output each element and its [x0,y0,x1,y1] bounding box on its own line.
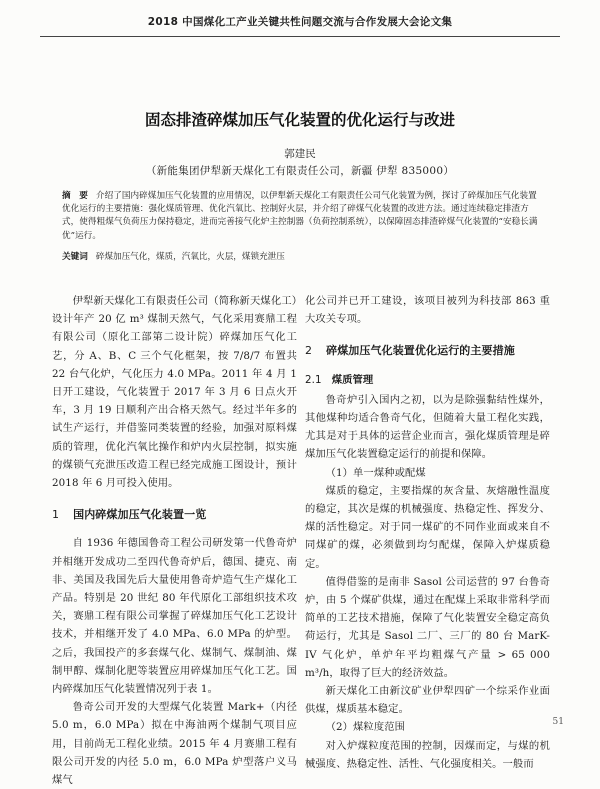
section-2-number: 2 [305,344,313,358]
list-heading: （1）单一煤种或配煤 [325,466,426,479]
running-header: 2018 中国煤化工产业关键共性问题交流与合作发展大会论文集 [147,16,453,28]
section-1-heading [52,506,297,524]
page-number: 51 [552,717,564,727]
abstract-text: 介绍了国内碎煤加压气化装置的应用情况，以伊犁新天煤化工有限责任公司气化装置为例，探讨了碎煤加压气化装置优化运行的主要措施：强化煤质管理、优化汽氧比、控制好火层，并介绍了碎煤气化装置的改进方法。通过连续稳定排渣方式，使得粗煤气负荷压力保持稳定，进而完善接气化炉主控制器（负荷控制系统），以保障固态排渣碎煤气化装置的“安稳长满优”运行。 [62,191,538,241]
affiliation: （新能集团伊犁新天煤化工有限责任公司，新疆 伊犁 835000） [145,165,455,177]
subsection-2-1-heading [305,371,550,389]
abstract-label: 摘 要 [62,191,88,201]
paragraph: 新天煤化工由新汶矿业伊犁四矿一个综采作业面供煤，煤质基本稳定。 [305,685,550,716]
paragraph: 自 1936 年德国鲁奇工程公司研发第一代鲁奇炉并相继开发成功二至四代鲁奇炉后，德国、捷克、南非、美国及我国先后大量使用鲁奇炉造气生产煤化工产品。特别是 20 世纪 80 年代原化工部组织技术攻关，赛鼎工程有限公司掌握了碎煤加压气化工艺设计技术，并相继开发了 4.0 MPa、6.0 MPa 的炉型。之后，我国投产的多套煤气化、煤制气、煤制油、煤制甲醇、煤制化肥等装置应用碎煤加压气化工艺。国内碎煤加压气化装置情况列于表 1。 [52,537,297,696]
intro-paragraph: 伊犁新天煤化工有限责任公司（简称新天煤化工）设计年产 20 亿 m³ 煤制天然气，气化采用赛鼎工程有限公司（原化工部第二设计院）碎煤加压气化工艺，分 A、B、C 三个气化框架，按 7/8/7 布置共 22 台气化炉，气化压力 4.0 MPa。2011 年 4 月 1 日开工建设，气化装置于 2017 年 3 月 6 日点火开车，3 月 19 日顺利产出合格天然气。经过半年多的试生产运行，并借鉴同类装置的经验，加强对原料煤质的管理，优化汽氧比操作和炉内火层控制，拟实施的煤锁气充泄压改造工程已经完成施工图设计，预计 2018 年 6 月可投入使用。 [52,295,297,490]
section-2-title: 碎煤加压气化装置优化运行的主要措施 [326,344,515,358]
left-column [52,292,297,789]
subsection-2-1-number: 2.1 [305,373,322,386]
keywords [62,251,538,264]
paragraph: 对入炉煤粒度范围的控制，因煤而定，与煤的机械强度、热稳定性、活性、气化强度相关。一般而 [305,739,550,770]
keywords-label: 关键词 [62,252,88,262]
author: 郭建民 [284,148,316,160]
paragraph: 化公司并已开工建设，该项目被列为科技部 863 重大攻关专项。 [305,295,550,326]
section-2-heading [305,342,550,360]
list-heading: （2）煤粒度范围 [325,721,406,734]
section-1-number: 1 [52,508,60,522]
abstract [62,190,538,243]
right-column [305,292,550,773]
keywords-text: 碎煤加压气化，煤质，汽氧比，火层，煤锁充泄压 [95,252,285,262]
paragraph: 煤质的稳定，主要指煤的灰含量、灰熔融性温度的稳定，其次是煤的机械强度、热稳定性、挥发分、煤的活性稳定。对于同一煤矿的不同作业面或来自不同煤矿的煤，必须做到均匀配煤，保障入炉煤质稳定。 [305,484,550,570]
subsection-2-1-title: 煤质管理 [331,373,374,386]
paragraph: 鲁奇炉引入国内之初，以为是除强黏结性煤外，其他煤种均适合鲁奇气化，但随着大量工程化实践，尤其是对于具体的运营企业而言，强化煤质管理是碎煤加压气化装置稳定运行的前提和保障。 [305,393,550,461]
paper-title: 固态排渣碎煤加压气化装置的优化运行与改进 [144,111,455,129]
header-rule [40,36,560,37]
section-1-title: 国内碎煤加压气化装置一览 [73,508,207,522]
paragraph: 鲁奇公司开发的大型煤气化装置 Mark+（内径 5.0 m，6.0 MPa）拟在中海油两个煤制气项目应用，目前尚无工程化业绩。2015 年 4 月赛鼎工程有限公司开发的内径 5.0 m，6.0 MPa 炉型落户义马煤气 [52,701,297,787]
paragraph: 值得借鉴的是南非 Sasol 公司运营的 97 台鲁奇炉，由 5 个煤矿供煤，通过在配煤上采取非常科学而简单的工艺技术措施，保障了气化装置安全稳定高负荷运行，尤其是 Sasol 二厂、三厂的 80 台 MarK-IV 气化炉，单炉年平均粗煤气产量 > 65 000 m³/h，取得了巨大的经济效益。 [305,575,550,679]
